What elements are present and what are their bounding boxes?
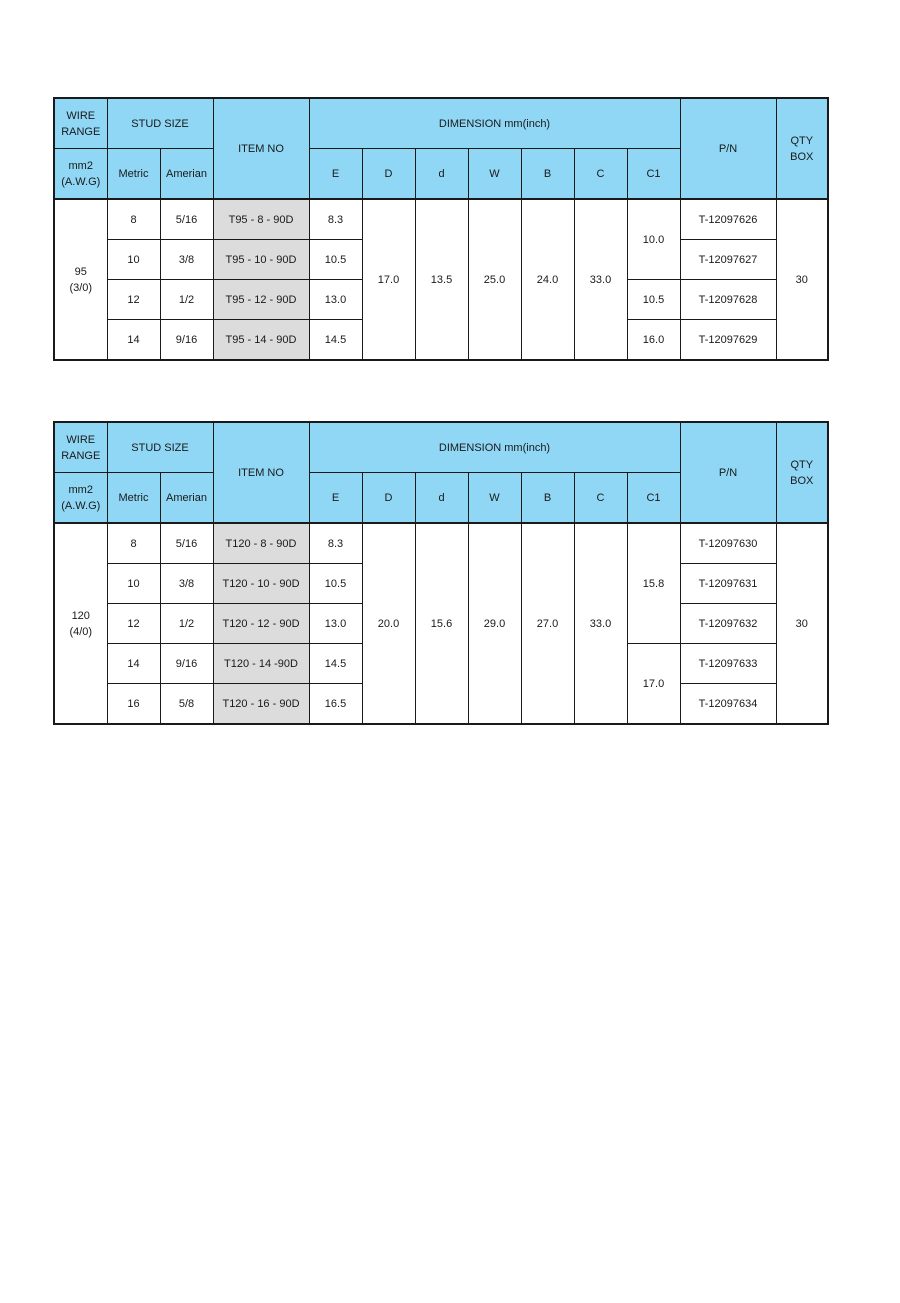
table-row — [54, 199, 828, 240]
dim-e-cell: 8.3 — [309, 523, 362, 564]
item-no-cell: T120 - 8 - 90D — [213, 523, 309, 564]
dim-w-cell: 29.0 — [468, 523, 521, 724]
dim-c1-cell: 10.5 — [627, 280, 680, 320]
amerian-cell: 5/16 — [160, 199, 213, 240]
header-dimension: DIMENSION mm(inch) — [309, 98, 680, 149]
dim-e-cell: 13.0 — [309, 604, 362, 644]
header-pn: P/N — [680, 422, 776, 523]
metric-cell: 12 — [107, 604, 160, 644]
header-dim-b: B — [521, 149, 574, 200]
amerian-cell: 9/16 — [160, 320, 213, 361]
metric-cell: 8 — [107, 523, 160, 564]
header-qty-box: QTY BOX — [776, 98, 828, 199]
dim-d-lower-cell: 13.5 — [415, 199, 468, 360]
pn-cell: T-12097627 — [680, 240, 776, 280]
header-dim-d-upper: D — [362, 473, 415, 524]
header-metric: Metric — [107, 473, 160, 524]
item-no-cell: T120 - 10 - 90D — [213, 564, 309, 604]
dim-c-cell: 33.0 — [574, 199, 627, 360]
spec-table-120 — [53, 421, 829, 725]
metric-cell: 12 — [107, 280, 160, 320]
amerian-cell: 1/2 — [160, 280, 213, 320]
header-amerian: Amerian — [160, 473, 213, 524]
dim-e-cell: 10.5 — [309, 564, 362, 604]
header-qty-box: QTY BOX — [776, 422, 828, 523]
qty-box-cell: 30 — [776, 523, 828, 724]
header-amerian: Amerian — [160, 149, 213, 200]
table-row — [54, 523, 828, 564]
dim-c1-cell: 15.8 — [627, 523, 680, 644]
header-stud-size: STUD SIZE — [107, 98, 213, 149]
amerian-cell: 1/2 — [160, 604, 213, 644]
metric-cell: 10 — [107, 564, 160, 604]
header-stud-size: STUD SIZE — [107, 422, 213, 473]
header-mm2-awg: mm2 (A.W.G) — [54, 149, 107, 200]
header-dim-c: C — [574, 149, 627, 200]
header-dim-c1: C1 — [627, 149, 680, 200]
header-metric: Metric — [107, 149, 160, 200]
item-no-cell: T120 - 16 - 90D — [213, 684, 309, 725]
amerian-cell: 5/8 — [160, 684, 213, 725]
header-item-no: ITEM NO — [213, 98, 309, 199]
header-dim-e: E — [309, 473, 362, 524]
item-no-cell: T95 - 14 - 90D — [213, 320, 309, 361]
dim-d-upper-cell: 17.0 — [362, 199, 415, 360]
dim-e-cell: 13.0 — [309, 280, 362, 320]
pn-cell: T-12097632 — [680, 604, 776, 644]
header-dim-w: W — [468, 149, 521, 200]
metric-cell: 16 — [107, 684, 160, 725]
wire-range-cell: 120 (4/0) — [54, 523, 107, 724]
pn-cell: T-12097628 — [680, 280, 776, 320]
pn-cell: T-12097631 — [680, 564, 776, 604]
pn-cell: T-12097634 — [680, 684, 776, 725]
amerian-cell: 9/16 — [160, 644, 213, 684]
header-dim-w: W — [468, 473, 521, 524]
qty-box-cell: 30 — [776, 199, 828, 360]
item-no-cell: T120 - 12 - 90D — [213, 604, 309, 644]
header-dim-d-upper: D — [362, 149, 415, 200]
pn-cell: T-12097633 — [680, 644, 776, 684]
header-dim-c1: C1 — [627, 473, 680, 524]
pn-cell: T-12097630 — [680, 523, 776, 564]
header-wire-range: WIRE RANGE — [54, 98, 107, 149]
metric-cell: 10 — [107, 240, 160, 280]
header-dim-d-lower: d — [415, 473, 468, 524]
dim-c1-cell: 10.0 — [627, 199, 680, 280]
header-dim-b: B — [521, 473, 574, 524]
header-dim-d-lower: d — [415, 149, 468, 200]
item-no-cell: T95 - 10 - 90D — [213, 240, 309, 280]
dim-b-cell: 27.0 — [521, 523, 574, 724]
pn-cell: T-12097629 — [680, 320, 776, 361]
amerian-cell: 3/8 — [160, 240, 213, 280]
amerian-cell: 5/16 — [160, 523, 213, 564]
metric-cell: 14 — [107, 644, 160, 684]
header-mm2-awg: mm2 (A.W.G) — [54, 473, 107, 524]
header-dimension: DIMENSION mm(inch) — [309, 422, 680, 473]
pn-cell: T-12097626 — [680, 199, 776, 240]
dim-e-cell: 14.5 — [309, 320, 362, 361]
dim-e-cell: 10.5 — [309, 240, 362, 280]
header-pn: P/N — [680, 98, 776, 199]
dim-c1-cell: 17.0 — [627, 644, 680, 725]
dim-d-upper-cell: 20.0 — [362, 523, 415, 724]
wire-range-cell: 95 (3/0) — [54, 199, 107, 360]
dim-e-cell: 14.5 — [309, 644, 362, 684]
header-dim-e: E — [309, 149, 362, 200]
header-dim-c: C — [574, 473, 627, 524]
item-no-cell: T95 - 12 - 90D — [213, 280, 309, 320]
item-no-cell: T120 - 14 -90D — [213, 644, 309, 684]
dim-c-cell: 33.0 — [574, 523, 627, 724]
dim-c1-cell: 16.0 — [627, 320, 680, 361]
amerian-cell: 3/8 — [160, 564, 213, 604]
dim-w-cell: 25.0 — [468, 199, 521, 360]
metric-cell: 14 — [107, 320, 160, 361]
header-wire-range: WIRE RANGE — [54, 422, 107, 473]
item-no-cell: T95 - 8 - 90D — [213, 199, 309, 240]
header-item-no: ITEM NO — [213, 422, 309, 523]
dim-e-cell: 8.3 — [309, 199, 362, 240]
metric-cell: 8 — [107, 199, 160, 240]
spec-table-95 — [53, 97, 829, 361]
dim-b-cell: 24.0 — [521, 199, 574, 360]
dim-e-cell: 16.5 — [309, 684, 362, 725]
dim-d-lower-cell: 15.6 — [415, 523, 468, 724]
